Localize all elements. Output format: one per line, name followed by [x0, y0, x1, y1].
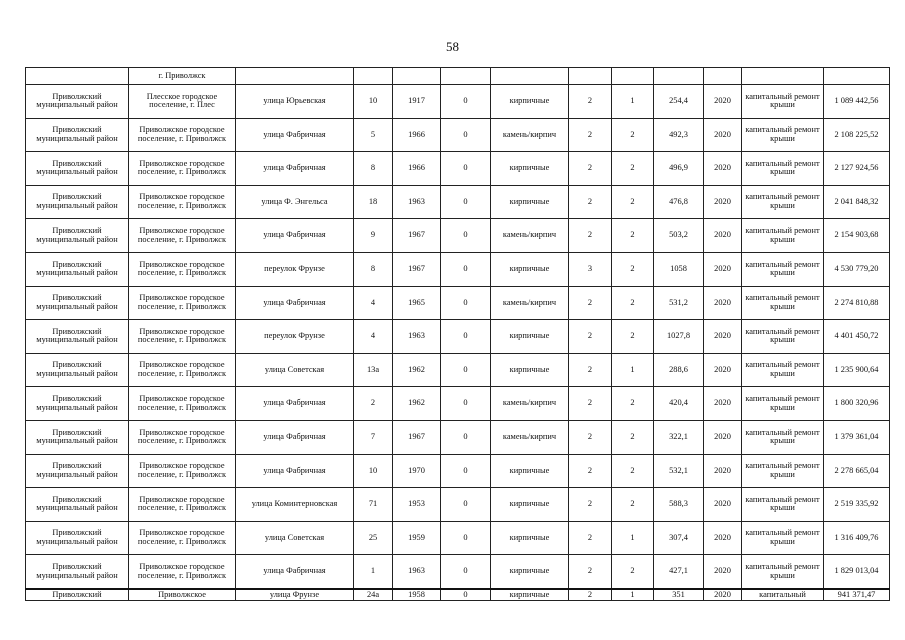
cell-house-number: 71: [354, 488, 393, 522]
cell-year-col-zero: 0: [441, 454, 491, 488]
table-row: [26, 85, 890, 119]
cell-street: улица Юрьевская: [236, 85, 354, 119]
cell-year-col-zero: 0: [441, 488, 491, 522]
cell-cost: 2 278 665,04: [824, 454, 890, 488]
cell-house-number: 5: [354, 118, 393, 152]
cell-entrances: 2: [612, 488, 654, 522]
cell-area: 427,1: [654, 555, 704, 589]
cell-year-built: 1963: [393, 555, 441, 589]
cell-wall-material: камень/кирпич: [491, 387, 569, 421]
cell-plan-year: 2020: [704, 152, 742, 186]
cell-cost: 4 401 450,72: [824, 320, 890, 354]
cell-cost: 1 235 900,64: [824, 353, 890, 387]
cell-area: 492,3: [654, 118, 704, 152]
cell-plan-year: 2020: [704, 320, 742, 354]
cell-plan-year: 2020: [704, 589, 742, 601]
cell-wall-material: камень/кирпич: [491, 420, 569, 454]
cell-area: 288,6: [654, 353, 704, 387]
cell-plan-year: 2020: [704, 420, 742, 454]
cell-wall-material: кирпичные: [491, 555, 569, 589]
cell-district: Приволжский муниципальный район: [26, 286, 129, 320]
cell-entrances: 2: [612, 152, 654, 186]
cell-district: Приволжский муниципальный район: [26, 252, 129, 286]
cell-street: улица Фабричная: [236, 555, 354, 589]
cell-year-col-zero: [441, 68, 491, 85]
cell-work-type: капитальный ремонт крыши: [742, 353, 824, 387]
cell-cost: 1 379 361,04: [824, 420, 890, 454]
cell-year-built: 1958: [393, 589, 441, 601]
cell-house-number: 9: [354, 219, 393, 253]
cell-entrances: 1: [612, 521, 654, 555]
cell-street: [236, 68, 354, 85]
cell-street: улица Советская: [236, 521, 354, 555]
cell-settlement: Приволжское городское поселение, г. Приволжск: [129, 555, 236, 589]
cell-wall-material: [491, 68, 569, 85]
cell-area: [654, 68, 704, 85]
cell-floors: 2: [569, 488, 612, 522]
cell-house-number: 8: [354, 252, 393, 286]
cell-settlement: Приволжское городское поселение, г. Приволжск: [129, 252, 236, 286]
cell-house-number: 24а: [354, 589, 393, 601]
cell-plan-year: 2020: [704, 252, 742, 286]
cell-district: Приволжский муниципальный район: [26, 85, 129, 119]
cell-year-built: 1967: [393, 219, 441, 253]
cell-floors: 2: [569, 118, 612, 152]
cell-settlement: Приволжское городское поселение, г. Приволжск: [129, 420, 236, 454]
cell-plan-year: 2020: [704, 387, 742, 421]
cell-cost: 2 108 225,52: [824, 118, 890, 152]
cell-floors: 2: [569, 152, 612, 186]
cell-year-built: 1953: [393, 488, 441, 522]
table-row: [26, 488, 890, 522]
cell-cost: 4 530 779,20: [824, 252, 890, 286]
cell-work-type: капитальный ремонт крыши: [742, 320, 824, 354]
cell-year-built: 1966: [393, 118, 441, 152]
cell-street: улица Коминтерновская: [236, 488, 354, 522]
cell-cost: [824, 68, 890, 85]
cell-work-type: [742, 68, 824, 85]
cell-work-type: капитальный ремонт крыши: [742, 185, 824, 219]
table-row: [26, 152, 890, 186]
cell-plan-year: 2020: [704, 286, 742, 320]
cell-work-type: капитальный ремонт крыши: [742, 420, 824, 454]
cell-district: Приволжский муниципальный район: [26, 521, 129, 555]
cell-house-number: [354, 68, 393, 85]
cell-area: 588,3: [654, 488, 704, 522]
cell-district: [26, 68, 129, 85]
cell-work-type: капитальный ремонт крыши: [742, 387, 824, 421]
cell-year-built: 1966: [393, 152, 441, 186]
cell-entrances: 2: [612, 286, 654, 320]
cell-wall-material: кирпичные: [491, 488, 569, 522]
cell-settlement: Плесское городское поселение, г. Плес: [129, 85, 236, 119]
cell-wall-material: кирпичные: [491, 252, 569, 286]
cell-house-number: 10: [354, 85, 393, 119]
cell-district: Приволжский: [26, 589, 129, 601]
cell-street: улица Ф. Энгельса: [236, 185, 354, 219]
cell-year-built: 1967: [393, 420, 441, 454]
table-row: [26, 454, 890, 488]
cell-district: Приволжский муниципальный район: [26, 320, 129, 354]
table-row: [26, 68, 890, 85]
cell-street: улица Советская: [236, 353, 354, 387]
cell-settlement: Приволжское городское поселение, г. Приволжск: [129, 320, 236, 354]
cell-settlement: Приволжское городское поселение, г. Приволжск: [129, 353, 236, 387]
cell-area: 254,4: [654, 85, 704, 119]
cell-plan-year: 2020: [704, 521, 742, 555]
cell-cost: 2 519 335,92: [824, 488, 890, 522]
cell-district: Приволжский муниципальный район: [26, 420, 129, 454]
cell-plan-year: 2020: [704, 555, 742, 589]
cell-area: 503,2: [654, 219, 704, 253]
cell-settlement: Приволжское городское поселение, г. Приволжск: [129, 521, 236, 555]
cell-street: улица Фабричная: [236, 454, 354, 488]
cell-entrances: 2: [612, 118, 654, 152]
cell-cost: 2 274 810,88: [824, 286, 890, 320]
cell-settlement: Приволжское: [129, 589, 236, 601]
cell-entrances: 1: [612, 353, 654, 387]
cell-year-built: 1962: [393, 387, 441, 421]
cell-year-col-zero: 0: [441, 118, 491, 152]
cell-year-col-zero: 0: [441, 353, 491, 387]
cell-settlement: г. Приволжск: [129, 68, 236, 85]
table-row: [26, 252, 890, 286]
cell-house-number: 10: [354, 454, 393, 488]
cell-year-built: 1967: [393, 252, 441, 286]
cell-work-type: капитальный ремонт крыши: [742, 521, 824, 555]
cell-floors: 2: [569, 185, 612, 219]
cell-entrances: 2: [612, 387, 654, 421]
table-row: [26, 387, 890, 421]
cell-floors: 2: [569, 85, 612, 119]
cell-plan-year: 2020: [704, 454, 742, 488]
cell-area: 322,1: [654, 420, 704, 454]
cell-year-built: 1959: [393, 521, 441, 555]
cell-plan-year: 2020: [704, 488, 742, 522]
cell-floors: 2: [569, 589, 612, 601]
cell-floors: 2: [569, 219, 612, 253]
cell-cost: 1 316 409,76: [824, 521, 890, 555]
cell-floors: 3: [569, 252, 612, 286]
cell-area: 420,4: [654, 387, 704, 421]
cell-work-type: капитальный ремонт крыши: [742, 252, 824, 286]
cell-floors: 2: [569, 555, 612, 589]
cell-street: переулок Фрунзе: [236, 320, 354, 354]
cell-street: улица Фрунзе: [236, 589, 354, 601]
cell-year-col-zero: 0: [441, 420, 491, 454]
cell-area: 531,2: [654, 286, 704, 320]
cell-year-col-zero: 0: [441, 252, 491, 286]
cell-district: Приволжский муниципальный район: [26, 152, 129, 186]
cell-year-col-zero: 0: [441, 219, 491, 253]
cell-year-col-zero: 0: [441, 589, 491, 601]
cell-house-number: 18: [354, 185, 393, 219]
cell-work-type: капитальный ремонт крыши: [742, 85, 824, 119]
cell-work-type: капитальный ремонт крыши: [742, 152, 824, 186]
table-row: [26, 589, 890, 601]
cell-year-col-zero: 0: [441, 521, 491, 555]
cell-plan-year: 2020: [704, 118, 742, 152]
cell-wall-material: кирпичные: [491, 152, 569, 186]
cell-area: 351: [654, 589, 704, 601]
cell-wall-material: кирпичные: [491, 521, 569, 555]
cell-house-number: 4: [354, 320, 393, 354]
cell-entrances: 2: [612, 555, 654, 589]
cell-entrances: 1: [612, 589, 654, 601]
cell-wall-material: кирпичные: [491, 454, 569, 488]
cell-settlement: Приволжское городское поселение, г. Приволжск: [129, 488, 236, 522]
cell-entrances: 2: [612, 320, 654, 354]
cell-area: 476,8: [654, 185, 704, 219]
cell-plan-year: [704, 68, 742, 85]
table-row: [26, 555, 890, 589]
cell-district: Приволжский муниципальный район: [26, 387, 129, 421]
cell-work-type: капитальный ремонт крыши: [742, 219, 824, 253]
cell-entrances: 2: [612, 454, 654, 488]
cell-cost: 1 829 013,04: [824, 555, 890, 589]
cell-wall-material: кирпичные: [491, 85, 569, 119]
cell-work-type: капитальный: [742, 589, 824, 601]
cell-cost: 1 089 442,56: [824, 85, 890, 119]
cell-settlement: Приволжское городское поселение, г. Приволжск: [129, 118, 236, 152]
cell-plan-year: 2020: [704, 353, 742, 387]
cell-street: улица Фабричная: [236, 286, 354, 320]
cell-district: Приволжский муниципальный район: [26, 219, 129, 253]
cell-cost: 2 154 903,68: [824, 219, 890, 253]
cell-entrances: 2: [612, 252, 654, 286]
page-number: 58: [446, 39, 459, 54]
cell-year-built: 1965: [393, 286, 441, 320]
cell-area: 307,4: [654, 521, 704, 555]
cell-wall-material: камень/кирпич: [491, 219, 569, 253]
cell-cost: 2 041 848,32: [824, 185, 890, 219]
cell-settlement: Приволжское городское поселение, г. Приволжск: [129, 219, 236, 253]
cell-area: 1058: [654, 252, 704, 286]
cell-house-number: 4: [354, 286, 393, 320]
cell-floors: 2: [569, 387, 612, 421]
cell-work-type: капитальный ремонт крыши: [742, 286, 824, 320]
cell-wall-material: камень/кирпич: [491, 286, 569, 320]
cell-year-col-zero: 0: [441, 185, 491, 219]
cell-settlement: Приволжское городское поселение, г. Приволжск: [129, 152, 236, 186]
cell-street: улица Фабричная: [236, 118, 354, 152]
cell-street: улица Фабричная: [236, 387, 354, 421]
cell-plan-year: 2020: [704, 219, 742, 253]
cell-floors: 2: [569, 353, 612, 387]
table-row: [26, 118, 890, 152]
cell-year-built: 1917: [393, 85, 441, 119]
cell-house-number: 7: [354, 420, 393, 454]
cell-street: улица Фабричная: [236, 152, 354, 186]
cell-floors: 2: [569, 420, 612, 454]
table-row: [26, 185, 890, 219]
cell-year-col-zero: 0: [441, 387, 491, 421]
cell-wall-material: кирпичные: [491, 320, 569, 354]
cell-work-type: капитальный ремонт крыши: [742, 488, 824, 522]
table-row: [26, 320, 890, 354]
housing-repair-table: [25, 67, 890, 601]
cell-settlement: Приволжское городское поселение, г. Приволжск: [129, 185, 236, 219]
cell-district: Приволжский муниципальный район: [26, 555, 129, 589]
cell-entrances: [612, 68, 654, 85]
cell-house-number: 25: [354, 521, 393, 555]
cell-cost: 941 371,47: [824, 589, 890, 601]
cell-plan-year: 2020: [704, 185, 742, 219]
cell-year-col-zero: 0: [441, 286, 491, 320]
cell-street: улица Фабричная: [236, 219, 354, 253]
table-row: [26, 219, 890, 253]
cell-wall-material: камень/кирпич: [491, 118, 569, 152]
cell-house-number: 13а: [354, 353, 393, 387]
cell-entrances: 2: [612, 420, 654, 454]
cell-area: 496,9: [654, 152, 704, 186]
table-row: [26, 420, 890, 454]
cell-district: Приволжский муниципальный район: [26, 454, 129, 488]
cell-floors: [569, 68, 612, 85]
cell-district: Приволжский муниципальный район: [26, 185, 129, 219]
cell-year-col-zero: 0: [441, 152, 491, 186]
cell-year-col-zero: 0: [441, 85, 491, 119]
cell-floors: 2: [569, 286, 612, 320]
cell-house-number: 2: [354, 387, 393, 421]
cell-work-type: капитальный ремонт крыши: [742, 555, 824, 589]
table-row: [26, 286, 890, 320]
cell-floors: 2: [569, 320, 612, 354]
cell-street: переулок Фрунзе: [236, 252, 354, 286]
cell-settlement: Приволжское городское поселение, г. Приволжск: [129, 286, 236, 320]
cell-house-number: 8: [354, 152, 393, 186]
cell-cost: 1 800 320,96: [824, 387, 890, 421]
cell-work-type: капитальный ремонт крыши: [742, 118, 824, 152]
cell-entrances: 2: [612, 185, 654, 219]
cell-settlement: Приволжское городское поселение, г. Приволжск: [129, 387, 236, 421]
cell-area: 1027,8: [654, 320, 704, 354]
cell-district: Приволжский муниципальный район: [26, 118, 129, 152]
cell-year-built: 1970: [393, 454, 441, 488]
cell-cost: 2 127 924,56: [824, 152, 890, 186]
cell-year-built: 1962: [393, 353, 441, 387]
cell-year-col-zero: 0: [441, 555, 491, 589]
cell-entrances: 2: [612, 219, 654, 253]
cell-area: 532,1: [654, 454, 704, 488]
cell-year-built: [393, 68, 441, 85]
cell-district: Приволжский муниципальный район: [26, 353, 129, 387]
cell-work-type: капитальный ремонт крыши: [742, 454, 824, 488]
cell-wall-material: кирпичные: [491, 353, 569, 387]
cell-floors: 2: [569, 521, 612, 555]
cell-year-col-zero: 0: [441, 320, 491, 354]
cell-year-built: 1963: [393, 320, 441, 354]
table-row: [26, 521, 890, 555]
cell-district: Приволжский муниципальный район: [26, 488, 129, 522]
cell-entrances: 1: [612, 85, 654, 119]
table-row: [26, 353, 890, 387]
cell-wall-material: кирпичные: [491, 589, 569, 601]
cell-street: улица Фабричная: [236, 420, 354, 454]
cell-floors: 2: [569, 454, 612, 488]
cell-plan-year: 2020: [704, 85, 742, 119]
cell-year-built: 1963: [393, 185, 441, 219]
cell-wall-material: кирпичные: [491, 185, 569, 219]
cell-settlement: Приволжское городское поселение, г. Приволжск: [129, 454, 236, 488]
cell-house-number: 1: [354, 555, 393, 589]
